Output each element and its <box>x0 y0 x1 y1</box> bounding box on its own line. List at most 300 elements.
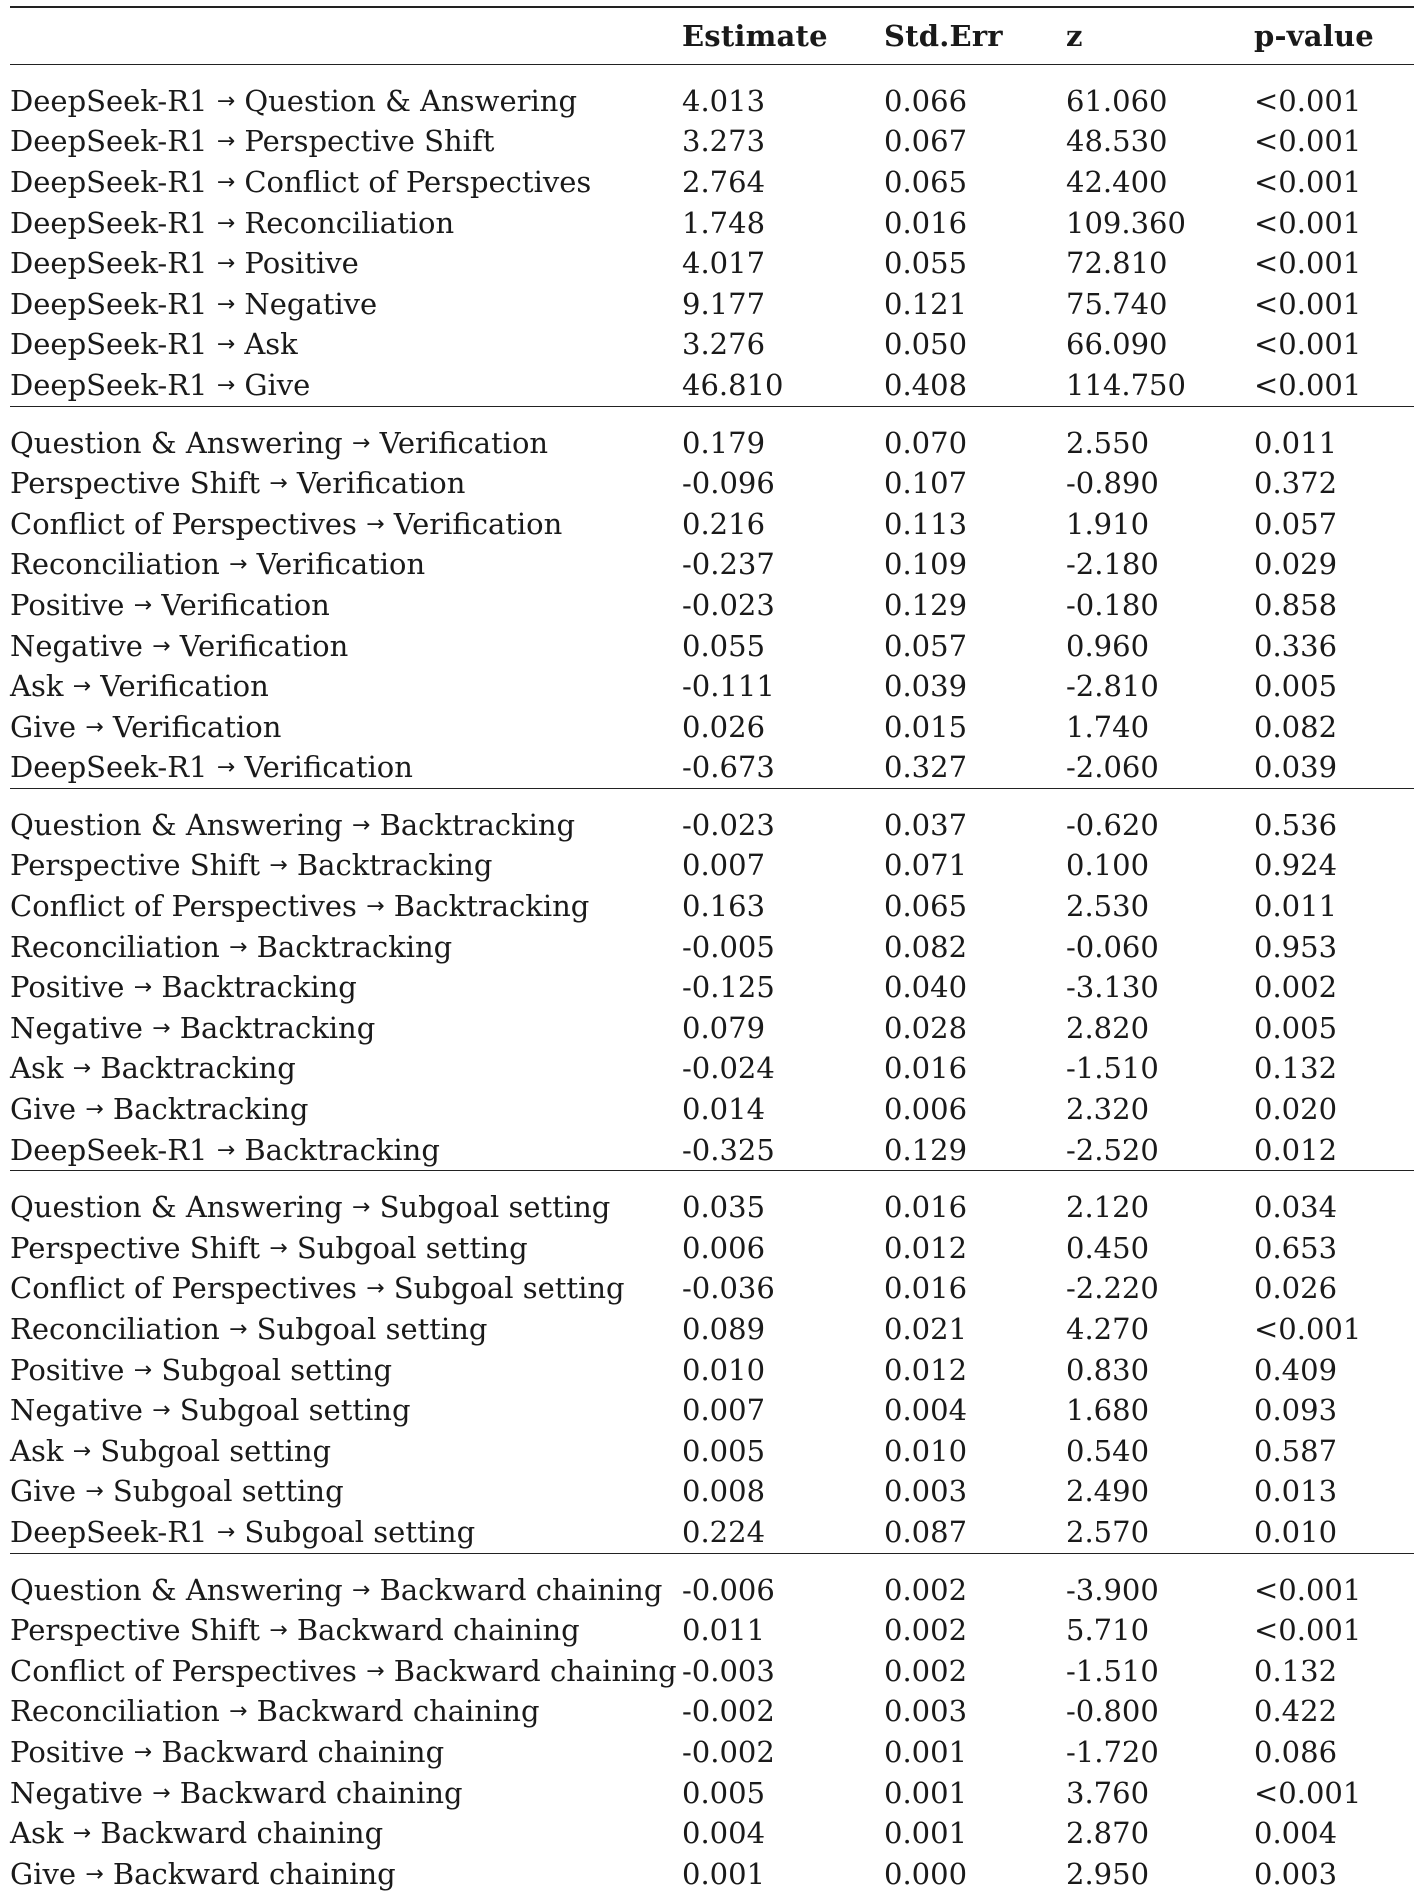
std-err-cell: 0.016 <box>884 1190 968 1225</box>
estimate-cell: 0.089 <box>682 1312 766 1347</box>
table-row <box>10 1651 1414 1692</box>
path-label-cell <box>10 1228 682 1269</box>
path-to: Subgoal setting <box>393 1271 625 1306</box>
z-cell: 1.740 <box>1066 709 1150 744</box>
z-cell: 5.710 <box>1066 1613 1150 1648</box>
right-arrow-icon: → <box>133 592 153 618</box>
table-row <box>10 1171 1414 1228</box>
path-label-cell <box>10 1390 682 1431</box>
path-label-cell <box>10 243 682 284</box>
path-to: Backtracking <box>161 970 357 1005</box>
right-arrow-icon: → <box>216 1137 236 1163</box>
path-from: DeepSeek-R1 <box>10 164 208 199</box>
estimate-cell: 0.006 <box>682 1230 766 1265</box>
path-from: Give <box>10 709 76 744</box>
table-row <box>10 1390 1414 1431</box>
p-value-cell: 0.011 <box>1254 425 1338 460</box>
table-row <box>10 65 1414 122</box>
std-err-cell: 0.012 <box>884 1352 968 1387</box>
p-value-cell: 0.372 <box>1254 466 1338 501</box>
table-row <box>10 666 1414 707</box>
regression-results-table <box>10 6 1414 1895</box>
path-from: DeepSeek-R1 <box>10 1132 208 1167</box>
table-row <box>10 1008 1414 1049</box>
path-label-cell <box>10 1813 682 1854</box>
estimate-cell: 46.810 <box>682 367 784 402</box>
path-label-cell <box>10 203 682 244</box>
z-cell: -0.800 <box>1066 1694 1159 1729</box>
path-label-cell <box>10 846 682 887</box>
table-row <box>10 707 1414 748</box>
estimate-cell: 0.005 <box>682 1775 766 1810</box>
estimate-cell: 0.014 <box>682 1092 766 1127</box>
path-to: Reconciliation <box>244 205 455 240</box>
z-cell: 2.120 <box>1066 1190 1150 1225</box>
path-label-cell <box>10 886 682 927</box>
right-arrow-icon: → <box>351 1195 371 1221</box>
right-arrow-icon: → <box>366 511 385 537</box>
p-value-cell: 0.132 <box>1254 1051 1338 1086</box>
table-row <box>10 325 1414 366</box>
path-label-cell <box>10 1130 682 1171</box>
header-std-err: Std.Err <box>884 19 1003 53</box>
path-label-cell <box>10 748 682 789</box>
path-to: Subgoal setting <box>244 1514 476 1549</box>
std-err-cell: 0.037 <box>884 807 968 842</box>
z-cell: 0.830 <box>1066 1352 1150 1387</box>
std-err-cell: 0.082 <box>884 929 968 964</box>
path-from: Conflict of Perspectives <box>10 506 357 541</box>
z-cell: 0.960 <box>1066 628 1150 663</box>
right-arrow-icon: → <box>152 1780 171 1806</box>
path-label-cell <box>10 1269 682 1310</box>
path-label-cell <box>10 1089 682 1130</box>
path-to: Verification <box>112 709 282 744</box>
z-cell: 75.740 <box>1066 286 1168 321</box>
z-cell: -2.810 <box>1066 669 1159 704</box>
z-cell: 2.490 <box>1066 1474 1150 1509</box>
z-cell: -2.220 <box>1066 1271 1159 1306</box>
p-value-cell: <0.001 <box>1254 286 1362 321</box>
header-estimate: Estimate <box>682 19 828 53</box>
std-err-cell: 0.003 <box>884 1474 968 1509</box>
p-value-cell: <0.001 <box>1254 1775 1362 1810</box>
path-from: DeepSeek-R1 <box>10 750 208 785</box>
results-table-wrapper <box>10 6 1414 1895</box>
path-to: Backward chaining <box>100 1816 384 1851</box>
table-row <box>10 1553 1414 1610</box>
path-to: Subgoal setting <box>179 1393 411 1428</box>
estimate-cell: -0.023 <box>682 807 775 842</box>
z-cell: 0.540 <box>1066 1433 1150 1468</box>
right-arrow-icon: → <box>216 332 236 358</box>
p-value-cell: 0.409 <box>1254 1352 1338 1387</box>
path-to: Verification <box>393 506 563 541</box>
path-from: Reconciliation <box>10 1312 220 1347</box>
path-to: Backward chaining <box>256 1694 540 1729</box>
path-label-cell <box>10 1732 682 1773</box>
table-row <box>10 846 1414 887</box>
path-to: Verification <box>179 628 349 663</box>
estimate-cell: 0.179 <box>682 425 766 460</box>
path-from: Positive <box>10 1352 125 1387</box>
estimate-cell: 0.216 <box>682 506 766 541</box>
p-value-cell: 0.858 <box>1254 587 1338 622</box>
p-value-cell: <0.001 <box>1254 124 1362 159</box>
path-label-cell <box>10 789 682 846</box>
header-p-value: p-value <box>1254 19 1374 53</box>
std-err-cell: 0.016 <box>884 1051 968 1086</box>
p-value-cell: 0.004 <box>1254 1816 1338 1851</box>
path-from: DeepSeek-R1 <box>10 205 208 240</box>
path-label-cell <box>10 1610 682 1651</box>
estimate-cell: 0.010 <box>682 1352 766 1387</box>
p-value-cell: <0.001 <box>1254 164 1362 199</box>
right-arrow-icon: → <box>133 1739 153 1765</box>
right-arrow-icon: → <box>229 1699 248 1725</box>
path-label-cell <box>10 284 682 325</box>
z-cell: 2.950 <box>1066 1856 1150 1891</box>
estimate-cell: 2.764 <box>682 164 766 199</box>
z-cell: 114.750 <box>1066 367 1186 402</box>
estimate-cell: -0.673 <box>682 750 775 785</box>
path-from: Negative <box>10 1010 143 1045</box>
path-to: Backtracking <box>296 848 493 883</box>
table-row <box>10 1773 1414 1814</box>
estimate-cell: 0.005 <box>682 1433 766 1468</box>
std-err-cell: 0.021 <box>884 1312 968 1347</box>
p-value-cell: <0.001 <box>1254 1572 1362 1607</box>
table-row <box>10 284 1414 325</box>
z-cell: -1.510 <box>1066 1653 1159 1688</box>
path-from: Reconciliation <box>10 547 220 582</box>
path-from: Give <box>10 1092 76 1127</box>
path-label-cell <box>10 1553 682 1610</box>
std-err-cell: 0.065 <box>884 164 968 199</box>
path-from: Conflict of Perspectives <box>10 1271 357 1306</box>
z-cell: 61.060 <box>1066 83 1168 118</box>
path-label-cell <box>10 927 682 968</box>
std-err-cell: 0.087 <box>884 1514 968 1549</box>
path-to: Backward chaining <box>179 1775 463 1810</box>
table-row <box>10 1692 1414 1733</box>
right-arrow-icon: → <box>133 975 153 1001</box>
path-from: Perspective Shift <box>10 1230 260 1265</box>
path-to: Backward chaining <box>296 1613 580 1648</box>
path-to: Conflict of Perspectives <box>244 164 592 199</box>
estimate-cell: -0.036 <box>682 1271 775 1306</box>
table-row <box>10 927 1414 968</box>
table-row <box>10 122 1414 163</box>
right-arrow-icon: → <box>269 853 288 879</box>
p-value-cell: 0.422 <box>1254 1694 1338 1729</box>
path-to: Subgoal setting <box>296 1230 528 1265</box>
path-to: Ask <box>244 327 298 362</box>
table-row <box>10 1269 1414 1310</box>
path-to: Negative <box>244 286 378 321</box>
estimate-cell: 0.224 <box>682 1514 766 1549</box>
table-row <box>10 1130 1414 1171</box>
table-row <box>10 203 1414 244</box>
path-label-cell <box>10 1651 682 1692</box>
path-from: Question & Answering <box>10 807 343 842</box>
table-row <box>10 504 1414 545</box>
path-label-cell <box>10 65 682 122</box>
path-label-cell <box>10 1854 682 1895</box>
path-from: Positive <box>10 587 125 622</box>
table-row <box>10 1309 1414 1350</box>
path-label-cell <box>10 1171 682 1228</box>
table-row <box>10 967 1414 1008</box>
table-row <box>10 1049 1414 1090</box>
std-err-cell: 0.066 <box>884 83 968 118</box>
right-arrow-icon: → <box>351 1577 371 1603</box>
path-label-cell <box>10 1512 682 1553</box>
path-from: Ask <box>10 669 64 704</box>
std-err-cell: 0.002 <box>884 1572 968 1607</box>
right-arrow-icon: → <box>229 934 248 960</box>
std-err-cell: 0.129 <box>884 1132 968 1167</box>
right-arrow-icon: → <box>216 755 236 781</box>
header-z: z <box>1066 19 1083 53</box>
p-value-cell: 0.336 <box>1254 628 1338 663</box>
right-arrow-icon: → <box>72 1438 92 1464</box>
z-cell: -2.180 <box>1066 547 1159 582</box>
right-arrow-icon: → <box>351 430 371 456</box>
p-value-cell: 0.010 <box>1254 1514 1338 1549</box>
table-group <box>10 1171 1414 1553</box>
std-err-cell: 0.006 <box>884 1092 968 1127</box>
z-cell: 0.450 <box>1066 1230 1150 1265</box>
right-arrow-icon: → <box>269 1235 288 1261</box>
table-row <box>10 243 1414 284</box>
path-label-cell <box>10 1773 682 1814</box>
path-label-cell <box>10 1008 682 1049</box>
right-arrow-icon: → <box>152 1015 171 1041</box>
std-err-cell: 0.057 <box>884 628 968 663</box>
path-to: Perspective Shift <box>244 124 495 159</box>
path-from: Positive <box>10 1734 125 1769</box>
right-arrow-icon: → <box>216 1519 236 1545</box>
path-from: Negative <box>10 1393 143 1428</box>
estimate-cell: -0.002 <box>682 1734 775 1769</box>
path-from: Reconciliation <box>10 1694 220 1729</box>
table-row <box>10 1472 1414 1513</box>
path-to: Verification <box>379 425 549 460</box>
path-from: Conflict of Perspectives <box>10 1653 357 1688</box>
p-value-cell: 0.953 <box>1254 929 1338 964</box>
path-from: DeepSeek-R1 <box>10 327 208 362</box>
path-from: Negative <box>10 1775 143 1810</box>
path-to: Backtracking <box>112 1092 309 1127</box>
p-value-cell: 0.587 <box>1254 1433 1338 1468</box>
path-to: Subgoal setting <box>256 1312 488 1347</box>
path-to: Backtracking <box>244 1132 440 1167</box>
right-arrow-icon: → <box>133 1357 153 1383</box>
path-to: Backward chaining <box>161 1734 445 1769</box>
estimate-cell: 0.035 <box>682 1190 766 1225</box>
right-arrow-icon: → <box>152 1398 171 1424</box>
p-value-cell: <0.001 <box>1254 83 1362 118</box>
right-arrow-icon: → <box>72 1056 92 1082</box>
z-cell: 2.530 <box>1066 889 1150 924</box>
z-cell: -0.620 <box>1066 807 1159 842</box>
table-row <box>10 1350 1414 1391</box>
table-row <box>10 1854 1414 1895</box>
std-err-cell: 0.327 <box>884 750 968 785</box>
path-from: Give <box>10 1474 76 1509</box>
table-row <box>10 1732 1414 1773</box>
right-arrow-icon: → <box>216 88 236 114</box>
z-cell: 2.570 <box>1066 1514 1150 1549</box>
path-label-cell <box>10 1309 682 1350</box>
std-err-cell: 0.107 <box>884 466 968 501</box>
path-label-cell <box>10 463 682 504</box>
path-to: Backward chaining <box>379 1572 663 1607</box>
z-cell: 2.320 <box>1066 1092 1150 1127</box>
table-row <box>10 1089 1414 1130</box>
path-from: DeepSeek-R1 <box>10 246 208 281</box>
table-row <box>10 162 1414 203</box>
std-err-cell: 0.012 <box>884 1230 968 1265</box>
z-cell: 4.270 <box>1066 1312 1150 1347</box>
p-value-cell: 0.034 <box>1254 1190 1338 1225</box>
path-from: Ask <box>10 1816 64 1851</box>
right-arrow-icon: → <box>229 1317 248 1343</box>
path-label-cell <box>10 1049 682 1090</box>
estimate-cell: -0.006 <box>682 1572 775 1607</box>
right-arrow-icon: → <box>351 812 371 838</box>
table-row <box>10 626 1414 667</box>
right-arrow-icon: → <box>366 1276 385 1302</box>
estimate-cell: 4.013 <box>682 83 766 118</box>
path-from: Question & Answering <box>10 425 343 460</box>
std-err-cell: 0.408 <box>884 367 968 402</box>
estimate-cell: -0.024 <box>682 1051 775 1086</box>
z-cell: 2.820 <box>1066 1010 1150 1045</box>
estimate-cell: 0.008 <box>682 1474 766 1509</box>
std-err-cell: 0.016 <box>884 205 968 240</box>
path-from: Question & Answering <box>10 1572 343 1607</box>
z-cell: -3.900 <box>1066 1572 1159 1607</box>
p-value-cell: 0.026 <box>1254 1271 1338 1306</box>
right-arrow-icon: → <box>216 291 236 317</box>
estimate-cell: 4.017 <box>682 246 766 281</box>
estimate-cell: -0.003 <box>682 1653 775 1688</box>
estimate-cell: -0.125 <box>682 970 775 1005</box>
estimate-cell: 0.004 <box>682 1816 766 1851</box>
p-value-cell: 0.082 <box>1254 709 1338 744</box>
p-value-cell: 0.086 <box>1254 1734 1338 1769</box>
estimate-cell: 0.026 <box>682 709 766 744</box>
std-err-cell: 0.050 <box>884 327 968 362</box>
std-err-cell: 0.070 <box>884 425 968 460</box>
right-arrow-icon: → <box>216 129 236 155</box>
header-row <box>10 7 1414 65</box>
z-cell: 1.910 <box>1066 506 1150 541</box>
path-label-cell <box>10 666 682 707</box>
p-value-cell: <0.001 <box>1254 205 1362 240</box>
path-from: Reconciliation <box>10 929 220 964</box>
std-err-cell: 0.028 <box>884 1010 968 1045</box>
path-to: Subgoal setting <box>112 1474 344 1509</box>
table-row <box>10 1431 1414 1472</box>
path-to: Verification <box>244 750 413 785</box>
std-err-cell: 0.001 <box>884 1775 968 1810</box>
path-from: Perspective Shift <box>10 466 260 501</box>
estimate-cell: -0.237 <box>682 547 775 582</box>
z-cell: 48.530 <box>1066 124 1168 159</box>
right-arrow-icon: → <box>229 552 248 578</box>
path-from: DeepSeek-R1 <box>10 367 208 402</box>
right-arrow-icon: → <box>85 1861 104 1887</box>
path-to: Backtracking <box>379 807 576 842</box>
std-err-cell: 0.001 <box>884 1734 968 1769</box>
p-value-cell: <0.001 <box>1254 1613 1362 1648</box>
path-to: Subgoal setting <box>161 1352 393 1387</box>
right-arrow-icon: → <box>216 210 236 236</box>
path-to: Subgoal setting <box>379 1190 611 1225</box>
estimate-cell: 9.177 <box>682 286 766 321</box>
p-value-cell: <0.001 <box>1254 367 1362 402</box>
path-from: DeepSeek-R1 <box>10 83 208 118</box>
path-label-cell <box>10 504 682 545</box>
table-row <box>10 545 1414 586</box>
right-arrow-icon: → <box>269 1618 288 1644</box>
path-to: Verification <box>256 547 426 582</box>
header-path <box>10 7 682 65</box>
right-arrow-icon: → <box>72 674 92 700</box>
path-to: Question & Answering <box>244 83 578 118</box>
p-value-cell: 0.011 <box>1254 889 1338 924</box>
right-arrow-icon: → <box>366 894 385 920</box>
estimate-cell: 1.748 <box>682 205 766 240</box>
path-label-cell <box>10 365 682 406</box>
std-err-cell: 0.016 <box>884 1271 968 1306</box>
std-err-cell: 0.003 <box>884 1694 968 1729</box>
table-group <box>10 1553 1414 1894</box>
table-row <box>10 406 1414 463</box>
table-row <box>10 1228 1414 1269</box>
path-to: Positive <box>244 246 359 281</box>
table-row <box>10 1813 1414 1854</box>
path-from: DeepSeek-R1 <box>10 124 208 159</box>
estimate-cell: -0.096 <box>682 466 775 501</box>
right-arrow-icon: → <box>216 251 236 277</box>
estimate-cell: 0.055 <box>682 628 766 663</box>
path-to: Backward chaining <box>112 1856 396 1891</box>
table-row <box>10 463 1414 504</box>
path-to: Backtracking <box>100 1051 296 1086</box>
estimate-cell: 0.011 <box>682 1613 766 1648</box>
path-from: Ask <box>10 1433 64 1468</box>
path-from: Give <box>10 1856 76 1891</box>
std-err-cell: 0.071 <box>884 848 968 883</box>
estimate-cell: -0.111 <box>682 669 775 704</box>
right-arrow-icon: → <box>85 714 104 740</box>
p-value-cell: 0.057 <box>1254 506 1338 541</box>
p-value-cell: 0.020 <box>1254 1092 1338 1127</box>
right-arrow-icon: → <box>85 1097 104 1123</box>
estimate-cell: 0.007 <box>682 1393 766 1428</box>
estimate-cell: -0.002 <box>682 1694 775 1729</box>
z-cell: 66.090 <box>1066 327 1168 362</box>
path-to: Verification <box>296 466 466 501</box>
path-from: Ask <box>10 1051 64 1086</box>
path-label-cell <box>10 122 682 163</box>
std-err-cell: 0.039 <box>884 669 968 704</box>
table-group <box>10 65 1414 407</box>
